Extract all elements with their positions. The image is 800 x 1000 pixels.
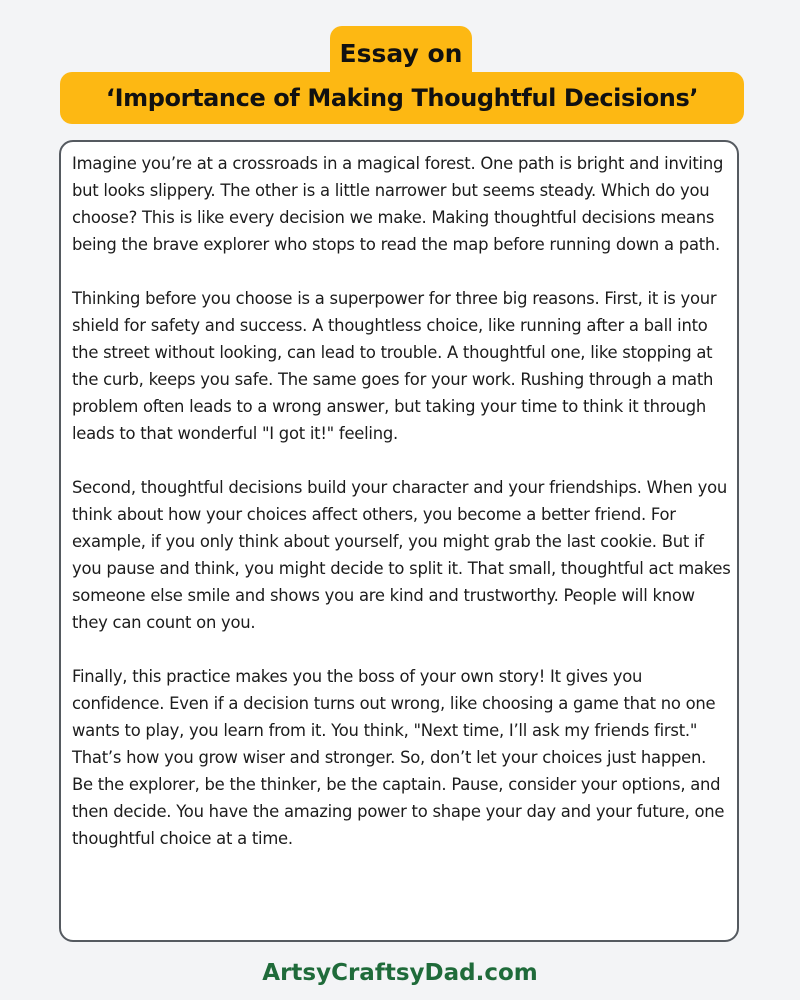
title-banner xyxy=(0,26,800,124)
essay-paragraph-2: Thinking before you choose is a superpower for three big reasons. First, it is your shield for safety and success. A thoughtless choice, like running after a ball into the street without looking, can lead to trouble. A thoughtful one, like stopping at the curb, keeps you safe. The same goes for your work. Rushing through a math problem often leads to a wrong answer, but taking your time to think it through leads to that wonderful "I got it!" feeling. xyxy=(72,289,717,443)
essay-paragraph-3: Second, thoughtful decisions build your character and your friendships. When you think about how your choices affect others, you become a better friend. For example, if you only think about yourself, you might grab the last cookie. But if you pause and think, you might decide to split it. That small, thoughtful act makes someone else smile and shows you are kind and trustworthy. People will know they can count on you. xyxy=(72,478,731,632)
title-line-1: Essay on xyxy=(339,39,463,68)
title-line-2: ‘Importance of Making Thoughtful Decisions’ xyxy=(105,84,699,112)
essay-paragraph-4: Finally, this practice makes you the boss of your own story! It gives you confidence. Even if a decision turns out wrong, like choosing a game that no one wants to play, you learn from it. You think, "Next time, I’ll ask my friends first." That’s how you grow wiser and stronger. So, don’t let your choices just happen. Be the explorer, be the thinker, be the captain. Pause, consider your options, and then decide. You have the amazing power to shape your day and your future, one thoughtful choice at a time. xyxy=(72,667,725,848)
site-footer-link[interactable]: ArtsyCraftsyDad.com xyxy=(262,960,538,986)
essay-paragraph-1: Imagine you’re at a crossroads in a magical forest. One path is bright and inviting but looks slippery. The other is a little narrower but seems steady. Which do you choose? This is like every decision we make. Making thoughtful decisions means being the brave explorer who stops to read the map before running down a path. xyxy=(72,154,724,254)
essay-text-box xyxy=(59,140,739,942)
